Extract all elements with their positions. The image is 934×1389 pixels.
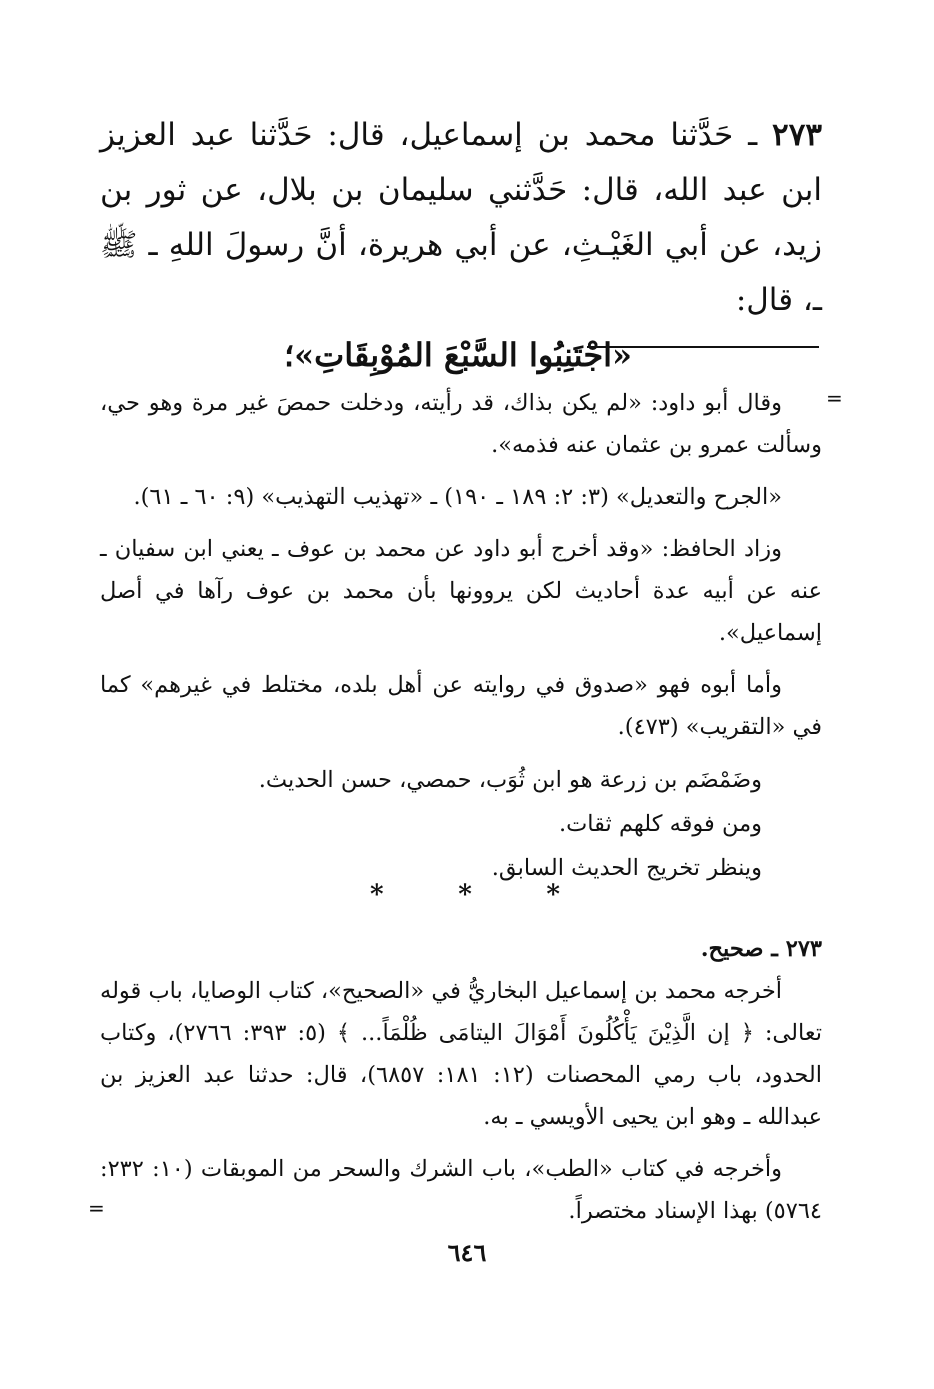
hadith-grade: ٢٧٣ ـ صحيح. (700, 936, 822, 962)
hadith-block (100, 108, 822, 383)
footnote-paragraph: «الجرح والتعديل» (٣: ٢: ١٨٩ ـ ١٩٠) ـ «تهذيب التهذيب» (٩: ٦٠ ـ ٦١). (133, 484, 782, 510)
footnote-paragraph: وقال أبو داود: «لم يكن بذاك، قد رأيته، ودخلت حمصَ غير مرة وهو حي، وسألت عمرو بن عثمان عنه فذمه». (100, 390, 822, 458)
continuation-mark: = (826, 386, 843, 410)
hadith-chain-paragraph (100, 108, 822, 328)
section-divider (370, 880, 560, 910)
hadith-number: ٢٧٣ (772, 117, 822, 153)
star-ornament: * (370, 880, 384, 910)
page-number: ٦٤٦ (447, 1238, 487, 1267)
star-ornament: * (458, 880, 472, 910)
hadith-text: «اجْتَنِبُوا السَّبْعَ المُوْبِقَاتِ»؛ (283, 336, 632, 374)
footnote-paragraph: أخرجه محمد بن إسماعيل البخاريُّ في «الصحيح»، كتاب الوصايا، باب قوله تعالى: ﴿ إن الَّذِيْنَ يَأْكُلُونَ أَمْوَالَ اليتامَى ظُلْمَاً... ﴾ (٥: ٣٩٣: ٢٧٦٦)، وكتاب الحدود، باب رمي المحصنات (١٢: ١٨١: ٦٨٥٧)، قال: حدثنا عبد العزيز بن عبدالله ـ وهو ابن يحيى الأويسي ـ به. (100, 978, 823, 1130)
footnotes-lower (100, 928, 822, 1232)
footnote-paragraph: وأما أبوه فهو «صدوق في روايته عن أهل بلده، مختلط في غيرهم» كما في «التقريب» (٤٧٣). (100, 672, 822, 740)
footnote-line: وينظر تخريج الحديث السابق. (491, 855, 762, 881)
star-ornament: * (546, 880, 560, 910)
footnote-paragraph: وزاد الحافظ: «وقد أخرج أبو داود عن محمد بن عوف ـ يعني ابن سفيان ـ عنه عن أبيه عدة أحاديث لكن يروونها بأن محمد بن عوف رآها في أصل إسماعيل». (100, 536, 822, 646)
footnote-separator (587, 346, 819, 348)
footnotes-upper (100, 382, 822, 890)
hadith-chain: ـ حَدَّثنا محمد بن إسماعيل، قال: حَدَّثنا عبد العزيز ابن عبد الله، قال: حَدَّثني سليمان بن بلال، عن ثور بن زيد، عن أبي الغَيْـثِ، عن أبي هريرة، أنَّ رسولَ اللهِ ـ ﷺ ـ، قال: (100, 117, 822, 318)
footnote-line: وضَمْضَم بن زرعة هو ابن ثُوَب، حمصي، حسن الحديث. (258, 767, 762, 793)
footnote-paragraph: وأخرجه في كتاب «الطب»، باب الشرك والسحر من الموبقات (١٠: ٢٣٢: ٥٧٦٤) بهذا الإسناد مختصراً. (100, 1156, 822, 1224)
end-continuation-mark: = (88, 1196, 105, 1220)
footnote-line: ومن فوقه كلهم ثقات. (558, 811, 762, 837)
